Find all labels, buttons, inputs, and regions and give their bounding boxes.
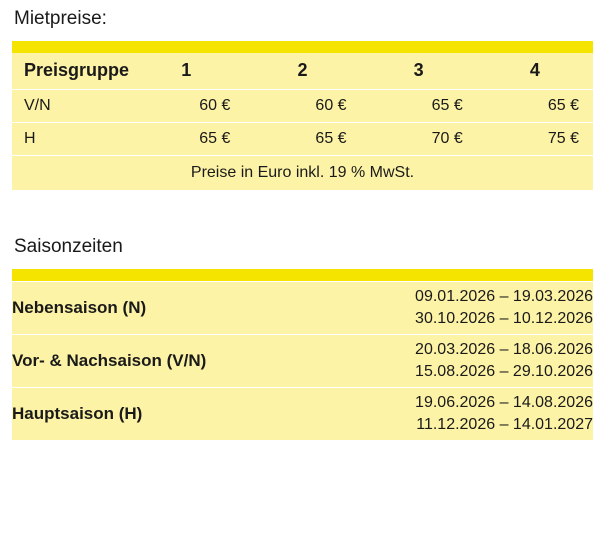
date-line: 15.08.2026 – 29.10.2026 [415,362,593,380]
column-header-4: 4 [477,53,593,90]
price-cell: 60 € [128,89,244,122]
table-row [12,281,593,334]
price-note-row [12,155,593,190]
table-row [12,122,593,155]
season-table [12,269,593,440]
column-header-1: 1 [128,53,244,90]
top-bar-cell [12,41,593,53]
date-line: 19.06.2026 – 14.08.2026 [415,394,593,411]
season-dates-hauptsaison [303,387,594,440]
season-name-vor-nachsaison: Vor- & Nachsaison (V/N) [12,334,303,387]
season-dates-vor-nachsaison [303,334,594,387]
table-row [12,89,593,122]
column-header-2: 2 [244,53,360,90]
page-title: Mietpreise: [14,8,107,29]
price-cell: 65 € [477,89,593,122]
season-name-nebensaison: Nebensaison (N) [12,281,303,334]
price-note: Preise in Euro inkl. 19 % MwSt. [12,155,593,190]
price-cell: 65 € [361,89,477,122]
price-table [12,41,593,190]
price-cell: 65 € [128,122,244,155]
table-row [12,387,593,440]
price-cell: 60 € [244,89,360,122]
season-dates-nebensaison [303,281,594,334]
date-line: 30.10.2026 – 10.12.2026 [415,309,593,327]
table-top-bar [12,41,593,53]
column-header-pricegroup: Preisgruppe [12,53,128,90]
top-bar-cell [12,269,593,282]
row-label-h: H [12,122,128,155]
seasons-title: Saisonzeiten [14,235,123,257]
season-name-hauptsaison: Hauptsaison (H) [12,387,303,440]
date-line: 11.12.2026 – 14.01.2027 [416,415,593,433]
price-cell: 75 € [477,122,593,155]
season-table-top-bar [12,269,593,282]
price-cell: 70 € [361,122,477,155]
column-header-3: 3 [361,53,477,90]
date-line: 20.03.2026 – 18.06.2026 [415,341,593,358]
row-label-vn: V/N [12,89,128,122]
date-line: 09.01.2026 – 19.03.2026 [415,288,593,305]
price-cell: 65 € [244,122,360,155]
table-row [12,334,593,387]
price-table-header-row [12,53,593,90]
